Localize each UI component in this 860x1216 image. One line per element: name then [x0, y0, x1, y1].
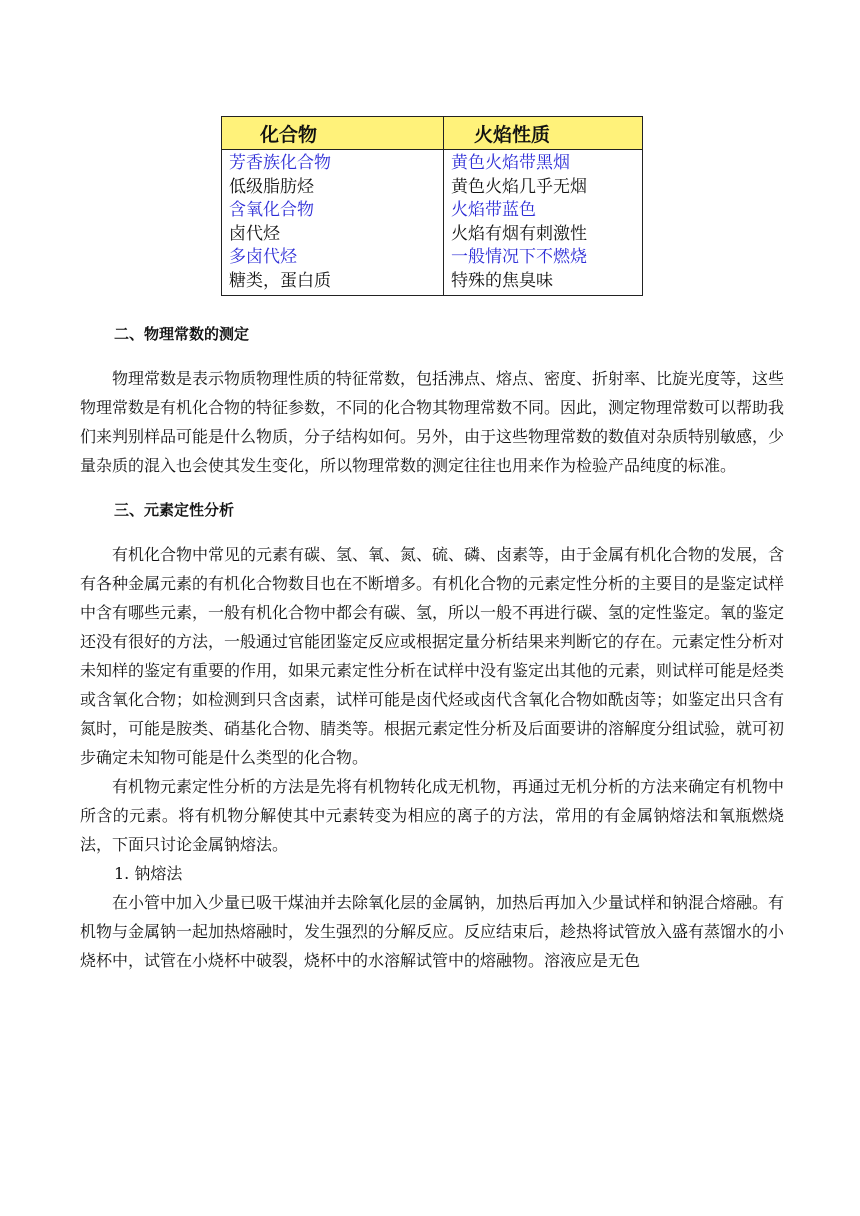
header-compound: 化合物	[222, 117, 444, 150]
flame-cell: 黄色火焰带黑烟	[451, 153, 570, 173]
table-row	[222, 223, 643, 247]
compound-cell: 多卤代烃	[222, 246, 444, 270]
compound-cell: 糖类，蛋白质	[222, 270, 444, 296]
table-header-row	[222, 117, 643, 150]
compound-cell: 芳香族化合物	[222, 150, 444, 176]
table-row	[222, 176, 643, 200]
flame-cell: 黄色火焰几乎无烟	[451, 176, 587, 197]
compound-cell: 含氧化合物	[222, 199, 444, 223]
table-row	[222, 150, 643, 176]
header-flame-property: 火焰性质	[444, 117, 643, 150]
paragraph-sodium-fusion: 在小管中加入少量已吸干煤油并去除氧化层的金属钠，加热后再加入少量试样和钠混合熔融。有机物与金属钠一起加热熔融时，发生强烈的分解反应。反应结束后，趁热将试管放入盛有蒸馏水的小烧杯中，试管在小烧杯中破裂，烧杯中的水溶解试管中的熔融物。溶液应是无色	[80, 893, 785, 970]
table-row	[222, 270, 643, 296]
table-row	[222, 199, 643, 223]
section-heading-elemental-analysis: 三、元素定性分析	[114, 501, 235, 519]
paragraph-physical-constants: 物理常数是表示物质物理性质的特征常数，包括沸点、熔点、密度、折射率、比旋光度等，这些物理常数是有机化合物的特征参数，不同的化合物其物理常数不同。因此，测定物理常数可以帮助我们来判别样品可能是什么物质，分子结构如何。另外，由于这些物理常数的数值对杂质特别敏感，少量杂质的混入也会使其发生变化，所以物理常数的测定往往也用来作为检验产品纯度的标准。	[80, 369, 785, 475]
section-heading-physical-constants: 二、物理常数的测定	[114, 325, 250, 343]
flame-cell: 特殊的焦臭味	[451, 270, 553, 291]
paragraph-elemental-analysis-2: 有机物元素定性分析的方法是先将有机物转化成无机物，再通过无机分析的方法来确定有机物中所含的元素。将有机物分解使其中元素转变为相应的离子的方法，常用的有金属钠熔法和氧瓶燃烧法，下面只讨论金属钠熔法。	[80, 777, 785, 854]
compound-cell: 卤代烃	[222, 223, 444, 247]
flame-cell: 一般情况下不燃烧	[451, 247, 587, 267]
paragraph-elemental-analysis-1: 有机化合物中常见的元素有碳、氢、氧、氮、硫、磷、卤素等，由于金属有机化合物的发展，含有各种金属元素的有机化合物数目也在不断增多。有机化合物的元素定性分析的主要目的是鉴定试样中含有哪些元素，一般有机化合物中都会有碳、氢，所以一般不再进行碳、氢的定性鉴定。氧的鉴定还没有很好的方法，一般通过官能团鉴定反应或根据定量分析结果来判断它的存在。元素定性分析对未知样的鉴定有重要的作用，如果元素定性分析在试样中没有鉴定出其他的元素，则试样可能是烃类或含氧化合物；如检测到只含卤素，试样可能是卤代烃或卤代含氧化合物如酰卤等；如鉴定出只含有氮时，可能是胺类、硝基化合物、腈类等。根据元素定性分析及后面要讲的溶解度分组试验，就可初步确定未知物可能是什么类型的化合物。	[80, 545, 785, 767]
document-body	[80, 318, 784, 975]
table-row	[222, 246, 643, 270]
flame-cell: 火焰带蓝色	[451, 200, 536, 220]
subsection-title-sodium-fusion: 1. 钠熔法	[114, 864, 183, 883]
flame-properties-table	[221, 116, 643, 296]
compound-cell: 低级脂肪烃	[222, 176, 444, 200]
flame-cell: 火焰有烟有刺激性	[451, 223, 587, 244]
